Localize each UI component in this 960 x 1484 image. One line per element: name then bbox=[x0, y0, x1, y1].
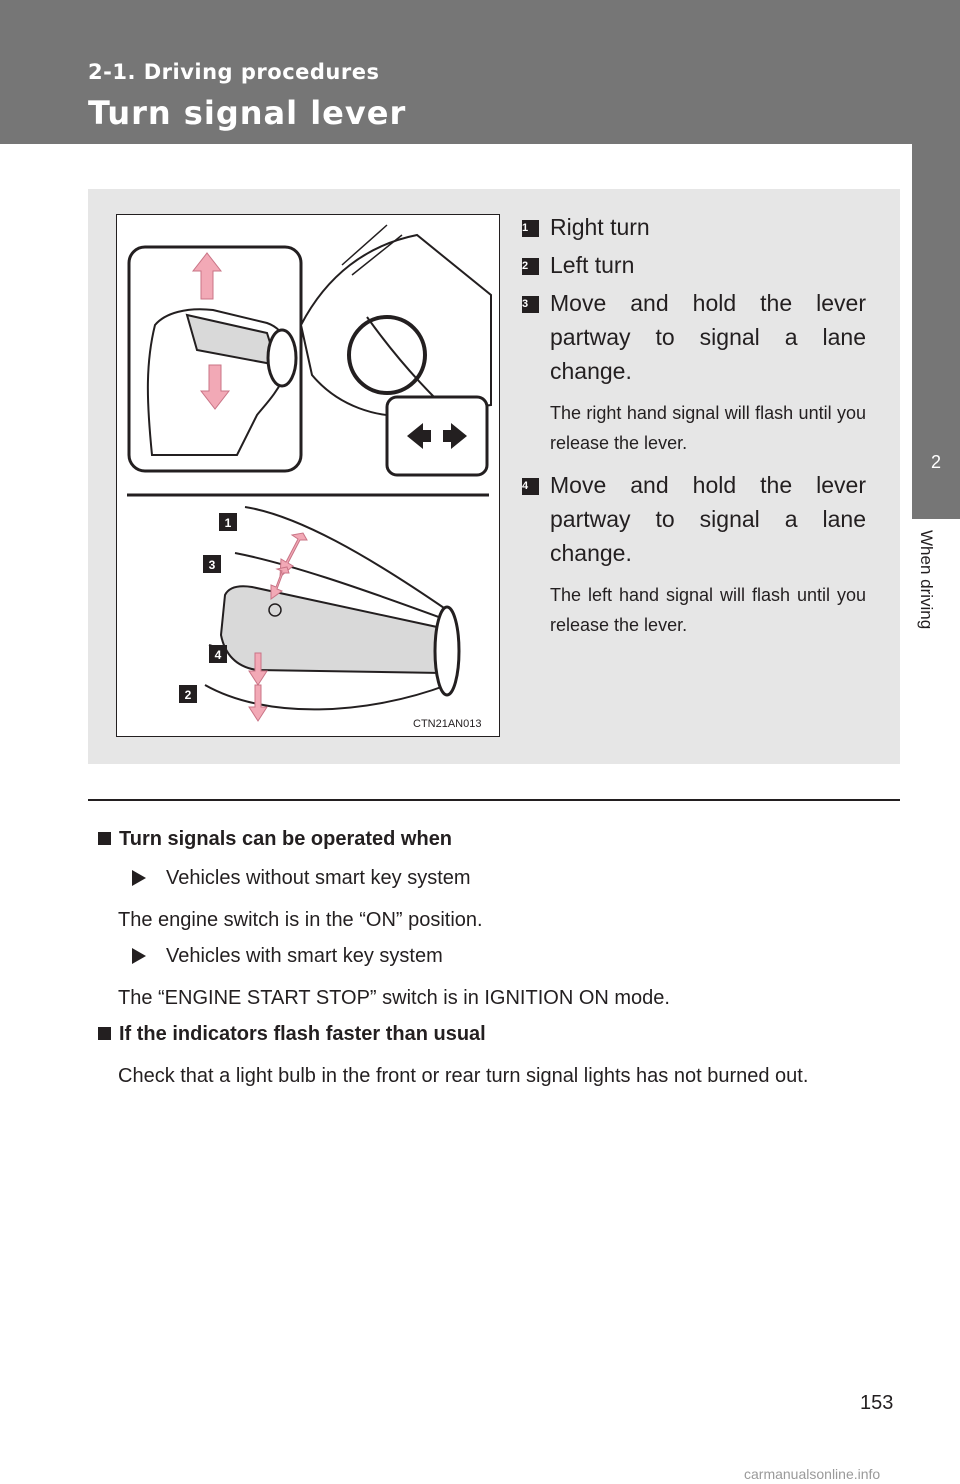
lever-icon bbox=[221, 586, 442, 673]
legend-badge: 2 bbox=[522, 258, 539, 275]
callout-label-3: 3 bbox=[208, 558, 216, 572]
condition-bullet bbox=[98, 865, 890, 891]
chapter-tab[interactable] bbox=[912, 144, 960, 519]
condition-bullet bbox=[98, 943, 890, 969]
position-2-arc bbox=[205, 685, 447, 709]
legend-note: The right hand signal will flash until you release the lever. bbox=[550, 403, 866, 453]
legend-badge: 1 bbox=[522, 220, 539, 237]
legend-text: Move and hold the lever partway to signal a lane change. bbox=[550, 472, 866, 566]
page-title: Turn signal lever bbox=[88, 94, 407, 132]
legend-text: Left turn bbox=[550, 252, 635, 278]
note-text: The engine switch is in the “ON” position. bbox=[118, 909, 483, 931]
note-heading bbox=[98, 1021, 890, 1047]
legend-item bbox=[522, 210, 866, 244]
section-divider bbox=[88, 799, 900, 801]
lever-diagram bbox=[117, 215, 499, 736]
section-label: 2-1. Driving procedures bbox=[88, 60, 380, 84]
square-bullet-icon bbox=[98, 1027, 111, 1040]
chapter-number: 2 bbox=[930, 452, 941, 472]
square-bullet-icon bbox=[98, 832, 111, 845]
legend-list bbox=[522, 206, 866, 650]
note-heading-text: Turn signals can be operated when bbox=[119, 828, 453, 850]
legend-item bbox=[522, 468, 866, 570]
note-heading-text: If the indicators flash faster than usual bbox=[119, 1023, 486, 1045]
legend-badge: 4 bbox=[522, 478, 539, 495]
image-code: CTN21AN013 bbox=[413, 718, 482, 730]
callout-label-4: 4 bbox=[214, 648, 222, 662]
watermark[interactable]: carmanualsonline.info bbox=[744, 1466, 881, 1482]
legend-text: Right turn bbox=[550, 214, 650, 240]
notes-section bbox=[98, 826, 890, 1099]
note-text: The “ENGINE START STOP” switch is in IGNITION ON mode. bbox=[118, 987, 670, 1009]
note-text: Check that a light bulb in the front or rear turn signal lights has not burned out. bbox=[118, 1065, 809, 1087]
chapter-label: When driving bbox=[917, 530, 936, 630]
page-header bbox=[0, 0, 960, 144]
condition-text: Vehicles without smart key system bbox=[166, 867, 471, 889]
legend-note: The left hand signal will flash until you release the lever. bbox=[550, 585, 866, 635]
lever-collar-icon bbox=[435, 607, 459, 695]
callout-label-1: 1 bbox=[224, 516, 232, 530]
lever-base-icon bbox=[268, 330, 296, 386]
note-heading bbox=[98, 826, 890, 852]
condition-text: Vehicles with smart key system bbox=[166, 945, 443, 967]
callout-label-2: 2 bbox=[184, 688, 192, 702]
legend-item bbox=[522, 248, 866, 282]
dashboard-icon bbox=[301, 235, 491, 416]
arrows-inset-frame bbox=[387, 397, 487, 475]
legend-text: Move and hold the lever partway to signal a lane change. bbox=[550, 290, 866, 384]
triangle-bullet-icon bbox=[132, 870, 146, 886]
legend-badge: 3 bbox=[522, 296, 539, 313]
triangle-bullet-icon bbox=[132, 948, 146, 964]
legend-item bbox=[522, 286, 866, 388]
turn-signal-illustration bbox=[116, 214, 500, 737]
page-number: 153 bbox=[860, 1392, 894, 1414]
